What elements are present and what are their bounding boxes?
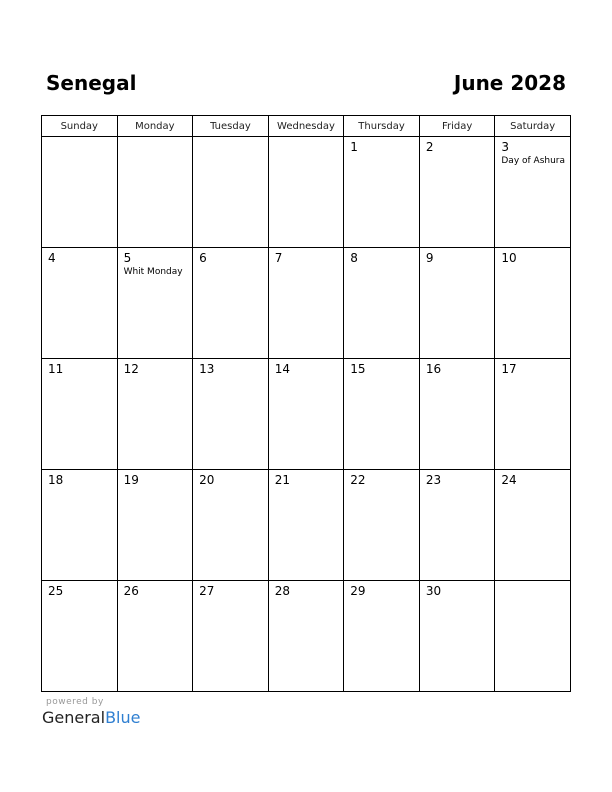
generalblue-logo[interactable]: [42, 708, 140, 727]
month-title: June 2028: [453, 71, 566, 95]
day-cell: [344, 248, 420, 359]
day-cell: [42, 359, 118, 470]
day-cell: [268, 359, 344, 470]
day-number: 21: [274, 473, 290, 487]
week-row: [42, 137, 571, 248]
day-number: 18: [48, 473, 64, 487]
day-number: 28: [274, 584, 290, 598]
empty-day-cell: [495, 581, 571, 692]
day-cell: [42, 581, 118, 692]
day-number: 13: [199, 362, 215, 376]
day-number: 15: [350, 362, 366, 376]
day-number: 9: [425, 251, 434, 265]
day-cell: [495, 470, 571, 581]
day-cell: [419, 137, 495, 248]
day-cell: [193, 581, 269, 692]
empty-day-cell: [42, 137, 118, 248]
day-number: 10: [501, 251, 517, 265]
country-title: Senegal: [46, 71, 137, 95]
week-row: [42, 359, 571, 470]
day-number: 3: [501, 140, 510, 154]
day-number: 27: [199, 584, 215, 598]
day-number: 8: [350, 251, 358, 265]
day-number: 11: [48, 362, 64, 376]
day-cell: [268, 581, 344, 692]
day-cell: [495, 248, 571, 359]
day-cell: [419, 470, 495, 581]
day-number: 22: [350, 473, 366, 487]
day-number: 12: [123, 362, 139, 376]
empty-day-cell: [268, 137, 344, 248]
weekday-header-row: [42, 116, 571, 137]
powered-by-label: powered by: [46, 697, 104, 707]
day-number: 2: [425, 140, 434, 154]
day-number: 6: [199, 251, 207, 265]
day-number: 26: [123, 584, 139, 598]
day-cell: [193, 248, 269, 359]
week-row: [42, 248, 571, 359]
day-number: 19: [123, 473, 139, 487]
weekday-header: Saturday: [495, 116, 571, 137]
day-number: 7: [274, 251, 283, 265]
day-number: 30: [425, 584, 442, 598]
weekday-header: Sunday: [42, 116, 118, 137]
day-cell: [117, 470, 193, 581]
day-cell: [268, 470, 344, 581]
day-number: 16: [425, 362, 442, 376]
weekday-header: Wednesday: [268, 116, 344, 137]
weekday-header: Thursday: [344, 116, 420, 137]
brand-blue-text: Blue: [105, 708, 141, 727]
weekday-header: Monday: [117, 116, 193, 137]
day-cell: [117, 359, 193, 470]
day-number: 23: [425, 473, 442, 487]
day-number: 25: [48, 584, 64, 598]
day-cell: [193, 470, 269, 581]
day-number: 20: [199, 473, 215, 487]
week-row: [42, 581, 571, 692]
day-cell: [268, 248, 344, 359]
day-cell: [344, 581, 420, 692]
weekday-header: Friday: [419, 116, 495, 137]
day-number: 24: [501, 473, 517, 487]
weekday-header: Tuesday: [193, 116, 269, 137]
day-cell: [419, 248, 495, 359]
day-cell: [42, 470, 118, 581]
day-cell: [42, 248, 118, 359]
day-number: 4: [48, 251, 56, 265]
day-cell: [344, 359, 420, 470]
day-cell: [117, 581, 193, 692]
day-number: 1: [350, 140, 358, 154]
holiday-label: Day of Ashura: [501, 156, 566, 166]
day-cell: [419, 581, 495, 692]
day-cell: [344, 137, 420, 248]
day-number: 14: [274, 362, 290, 376]
empty-day-cell: [193, 137, 269, 248]
brand-general-text: General: [42, 708, 106, 727]
day-cell: [193, 359, 269, 470]
day-number: 5: [123, 251, 132, 265]
calendar-grid: [41, 115, 571, 692]
day-cell: [419, 359, 495, 470]
empty-day-cell: [117, 137, 193, 248]
day-cell: [495, 137, 571, 248]
day-number: 17: [501, 362, 517, 376]
week-row: [42, 470, 571, 581]
day-number: 29: [350, 584, 366, 598]
day-cell: [344, 470, 420, 581]
day-cell: [495, 359, 571, 470]
holiday-label: Whit Monday: [123, 267, 183, 277]
day-cell: [117, 248, 193, 359]
